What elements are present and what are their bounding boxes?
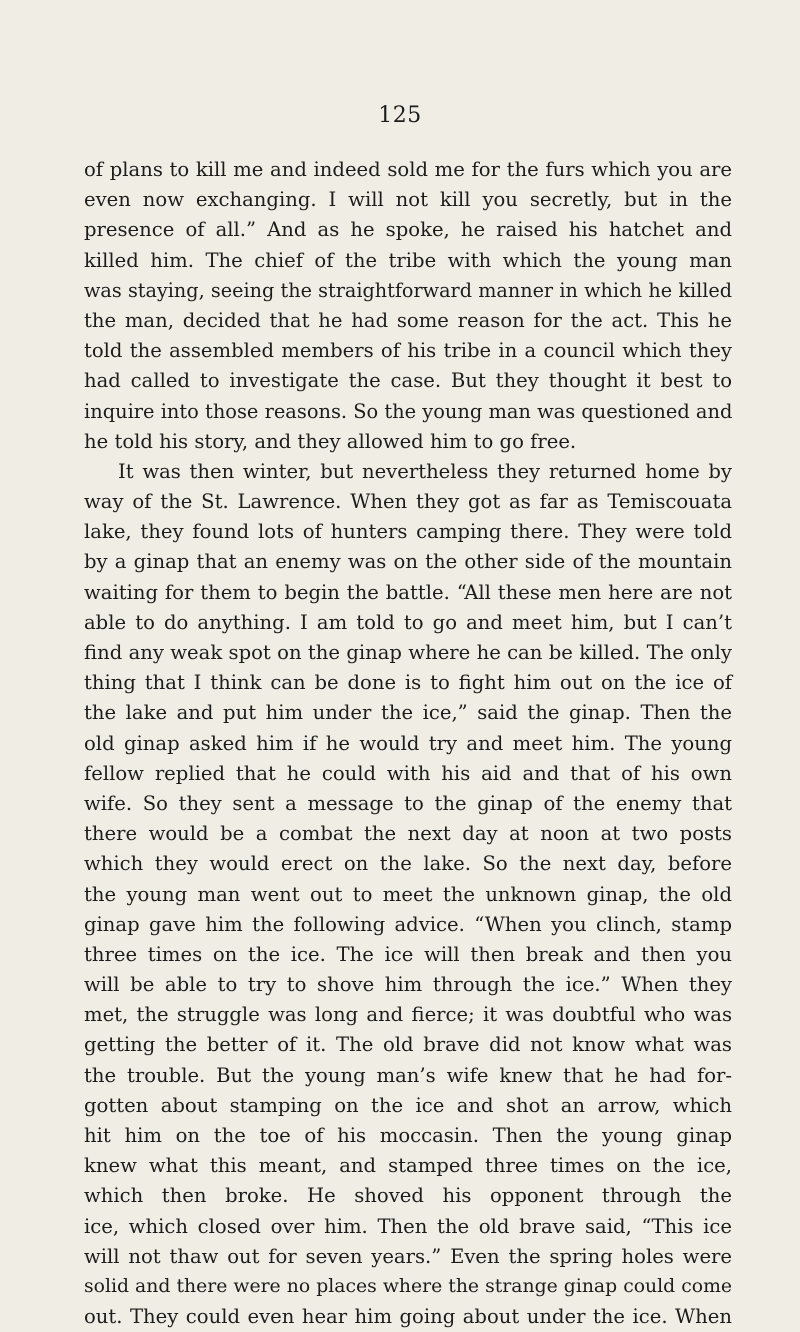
text-line: will not thaw out for seven years.” Even the spring holes were (84, 1244, 732, 1268)
text-line: even now exchanging. I will not kill you secretly, but in the (84, 188, 732, 212)
text-line: gotten about stamping on the ice and shot an arrow, which (84, 1093, 732, 1117)
text-line: he told his story, and they allowed him to go free. (84, 429, 577, 453)
text-line: getting the better of it. The old brave did not know what was (84, 1033, 732, 1057)
text-line: inquire into those reasons. So the young man was questioned and (84, 399, 733, 423)
text-line: old ginap asked him if he would try and meet him. The young (84, 731, 732, 755)
text-line: there would be a combat the next day at noon at two posts (84, 822, 732, 846)
text-line: hit him on the toe of his moccasin. Then the young ginap (84, 1124, 732, 1147)
text-line: the trouble. But the young man’s wife knew that he had for- (84, 1063, 732, 1087)
text-line: of plans to kill me and indeed sold me for the furs which you are (84, 158, 732, 181)
text-line: presence of all.” And as he spoke, he raised his hatchet and (84, 218, 732, 242)
text-line: solid and there were no places where the strange ginap could come (84, 1275, 732, 1297)
text-line: ice, which closed over him. Then the old brave said, “This ice (84, 1214, 732, 1238)
text-line: It was then winter, but nevertheless they returned home by (118, 459, 732, 483)
text-line: way of the St. Lawrence. When they got as far as Temiscouata (84, 490, 732, 514)
text-line: met, the struggle was long and fierce; it was doubtful who was (84, 1003, 732, 1027)
text-line: able to do anything. I am told to go and meet him, but I can’t (84, 610, 732, 634)
text-line: the lake and put him under the ice,” said the ginap. Then the (84, 701, 732, 725)
text-line: out. They could even hear him going about under the ice. When (84, 1305, 732, 1329)
text-line: the man, decided that he had some reason for the act. This he (84, 308, 732, 332)
text-line: told the assembled members of his tribe in a council which they (84, 339, 732, 363)
text-line: knew what this meant, and stamped three times on the ice, (84, 1154, 732, 1178)
text-line: thing that I think can be done is to fight him out on the ice of (84, 671, 732, 695)
text-line: will be able to try to shove him through the ice.” When they (84, 973, 732, 997)
text-line: which they would erect on the lake. So the next day, before (84, 852, 732, 876)
text-line: wife. So they sent a message to the ginap of the enemy that (84, 791, 732, 815)
text-line: lake, they found lots of hunters camping there. They were told (84, 520, 732, 544)
page-number: 125 (378, 103, 422, 128)
body-text (84, 155, 732, 1332)
text-line: by a ginap that an enemy was on the other side of the mountain (84, 550, 732, 574)
text-line: the young man went out to meet the unknown ginap, the old (84, 882, 732, 906)
text-line: killed him. The chief of the tribe with which the young man (84, 248, 732, 272)
text-line: find any weak spot on the ginap where he can be killed. The only (84, 641, 732, 664)
text-line: waiting for them to begin the battle. “All these men here are not (84, 580, 732, 604)
text-line: had called to investigate the case. But they thought it best to (84, 369, 732, 393)
text-line: three times on the ice. The ice will then break and then you (84, 942, 732, 966)
text-line: ginap gave him the following advice. “When you clinch, stamp (84, 912, 732, 936)
text-line: was staying, seeing the straightforward manner in which he killed (84, 278, 732, 302)
text-line: fellow replied that he could with his aid and that of his own (84, 761, 732, 785)
text-line: which then broke. He shoved his opponent through the (84, 1184, 732, 1208)
